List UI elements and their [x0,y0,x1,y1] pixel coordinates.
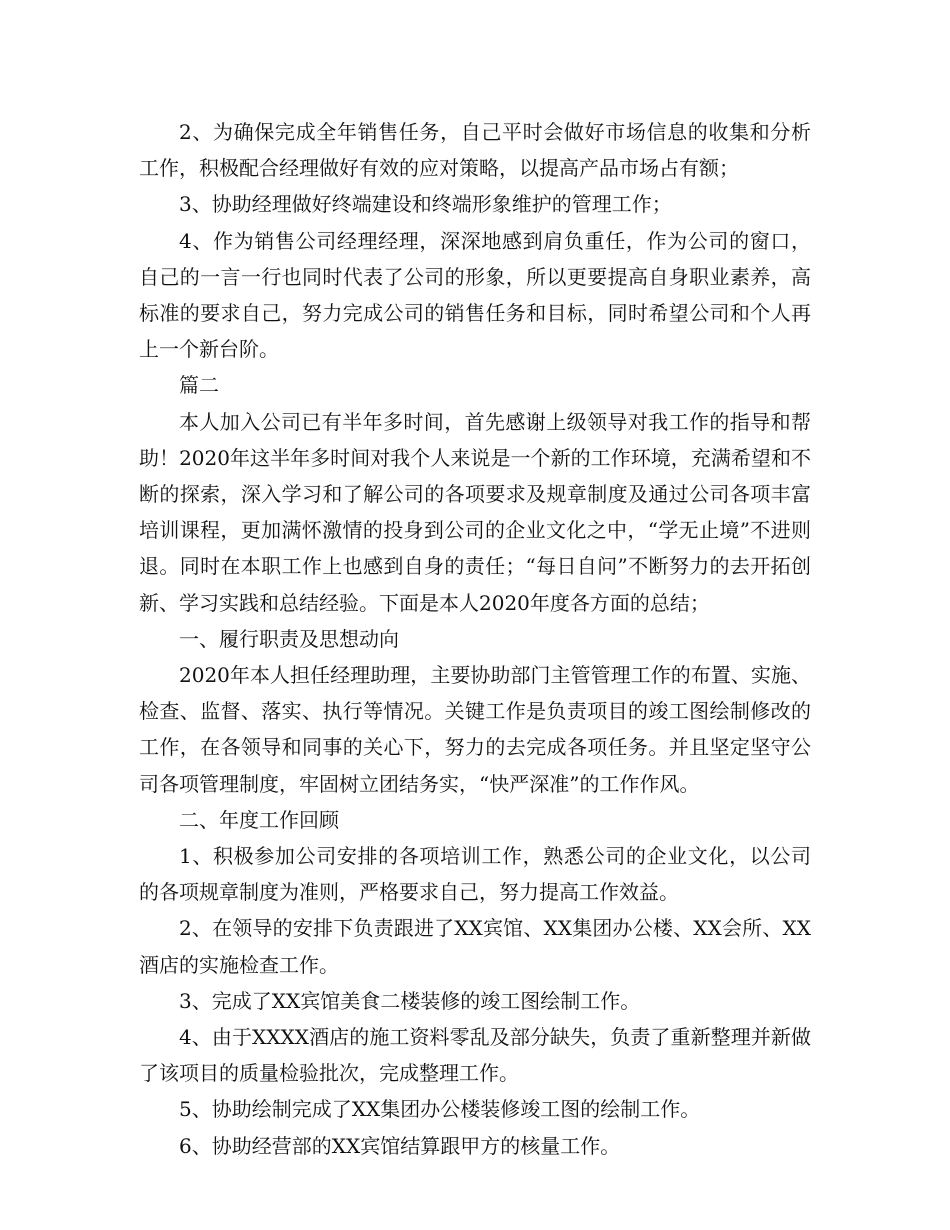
list-item-documentation: 4、由于XXXX酒店的施工资料零乱及部分缺失，负责了重新整理并新做了该项目的质量检验批次，完成整理工作。 [139,1025,811,1086]
paragraph-terminal-construction: 3、协助经理做好终端建设和终端形象维护的管理工作； [179,192,672,217]
paragraph-manager-responsibility: 4、作为销售公司经理经理，深深地感到肩负重任，作为公司的窗口，自己的一言一行也同时代表了公司的形象，所以更要提高自身职业素养，高标准的要求自己，努力完成公司的销售任务和目标，同时希望公司和个人再上一个新台阶。 [139,228,811,362]
list-item-drawing: 3、完成了XX宾馆美食二楼装修的竣工图绘制工作。 [179,988,641,1013]
list-item-settlement: 6、协助经营部的XX宾馆结算跟甲方的核量工作。 [179,1133,621,1158]
paragraph-sales-task: 2、为确保完成全年销售任务，自己平时会做好市场信息的收集和分析工作，积极配合经理做好有效的应对策略，以提高产品市场占有额； [139,120,811,181]
section-heading-duties: 一、履行职责及思想动向 [179,626,399,651]
section-heading-part-two: 篇二 [179,373,219,398]
paragraph-introduction: 本人加入公司已有半年多时间，首先感谢上级领导对我工作的指导和帮助！2020年这半年多时间对我个人来说是一个新的工作环境，充满希望和不断的探索，深入学习和了解公司的各项要求及规章制度及通过公司各项丰富培训课程，更加满怀激情的投身到公司的企业文化之中，“学无止境”不进则退。同时在本职工作上也感到自身的责任；“每日自问”不断努力的去开拓创新、学习实践和总结经验。下面是本人2020年度各方面的总结； [139,409,811,615]
section-heading-annual-review: 二、年度工作回顾 [179,807,339,832]
paragraph-duties: 2020年本人担任经理助理，主要协助部门主管管理工作的布置、实施、检查、监督、落实、执行等情况。关键工作是负责项目的竣工图绘制修改的工作，在各领导和同事的关心下，努力的去完成各项任务。并且坚定坚守公司各项管理制度，牢固树立团结务实，“快严深准”的工作作风。 [139,663,811,796]
list-item-training: 1、积极参加公司安排的各项培训工作，熟悉公司的企业文化，以公司的各项规章制度为准则，严格要求自己，努力提高工作效益。 [139,844,811,905]
document-body [139,114,811,1164]
list-item-inspection: 2、在领导的安排下负责跟进了XX宾馆、XX集团办公楼、XX会所、XX酒店的实施检查工作。 [139,916,811,977]
list-item-office-drawing: 5、协助绘制完成了XX集团办公楼装修竣工图的绘制工作。 [179,1097,701,1122]
